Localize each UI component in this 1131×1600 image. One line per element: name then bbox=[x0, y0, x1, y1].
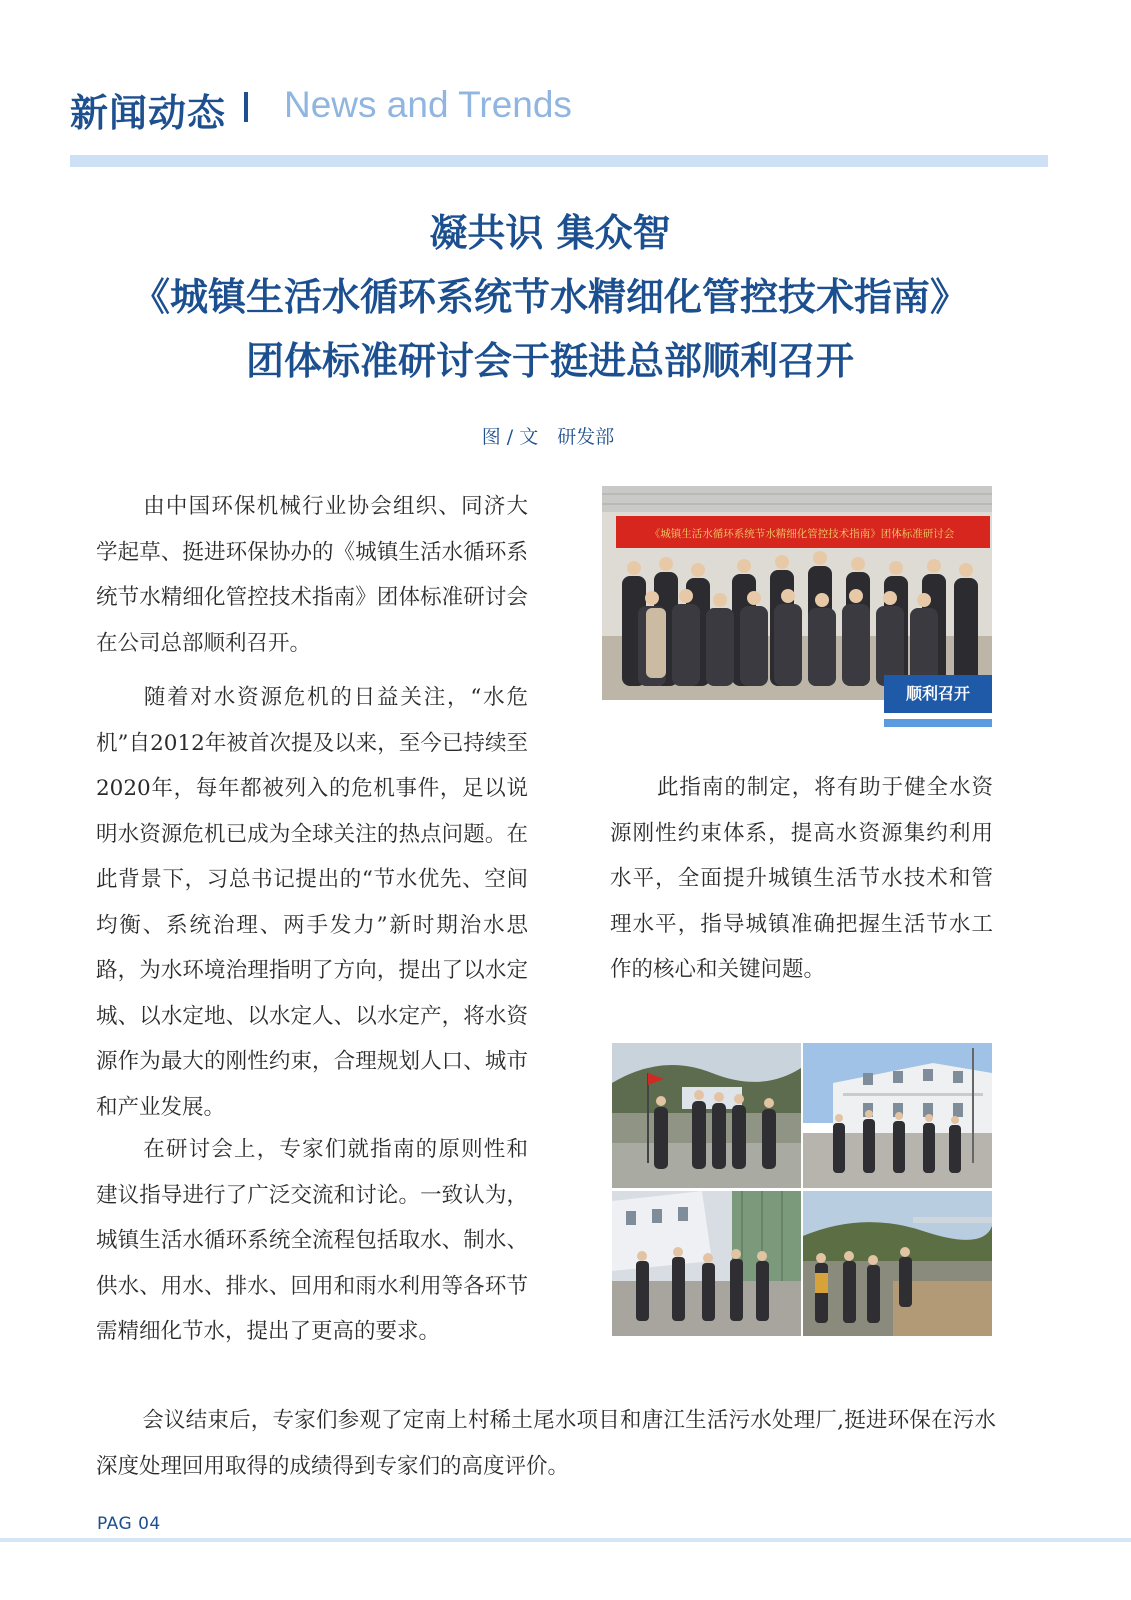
paragraph-2-text: 随着对水资源危机的日益关注，“水危机”自2012年被首次提及以来，至今已持续至2020年，每年都被列入的危机事件，足以说明水资源危机已成为全球关注的热点问题。在此背景下，习总书记提出的“节水优先、空间均衡、系统治理、两手发力”新时期治水思路，为水环境治理指明了方向，提出了以水定城、以水定地、以水定人、以水定产，将水资源作为最大的刚性约束，合理规划人口、城市和产业发展。 bbox=[96, 685, 528, 1120]
site-visit-photo-grid bbox=[612, 1043, 992, 1336]
section-title-en: News and Trends bbox=[284, 84, 572, 125]
section-title-cn: 新闻动态 bbox=[70, 91, 227, 135]
article-title-line-3: 团体标准研讨会于挺进总部顺利召开 bbox=[245, 339, 854, 383]
paragraph-1 bbox=[96, 484, 528, 666]
site-visit-photo-2 bbox=[803, 1043, 992, 1188]
paragraph-5-text: 会议结束后，专家们参观了定南上村稀土尾水项目和唐江生活污水处理厂,挺进环保在污水深度处理回用取得的成绩得到专家们的高度评价。 bbox=[96, 1408, 996, 1479]
header-rule bbox=[70, 155, 1048, 167]
photo-caption-underline bbox=[884, 719, 992, 727]
paragraph-4 bbox=[610, 765, 993, 993]
group-photo bbox=[602, 486, 992, 700]
site-visit-photo-1 bbox=[612, 1043, 801, 1188]
page-number: PAG 04 bbox=[97, 1514, 161, 1534]
article-title-line-1: 凝共识 集众智 bbox=[429, 211, 671, 255]
site-visit-photo-3 bbox=[612, 1191, 801, 1336]
paragraph-4-text: 此指南的制定，将有助于健全水资源刚性约束体系，提高水资源集约利用水平，全面提升城镇生活节水技术和管理水平，指导城镇准确把握生活节水工作的核心和关键问题。 bbox=[610, 775, 993, 982]
paragraph-2 bbox=[96, 675, 528, 1130]
banner-text: 《城镇生活水循环系统节水精细化管控技术指南》团体标准研讨会 bbox=[649, 528, 955, 540]
paragraph-3 bbox=[96, 1127, 528, 1355]
photo-caption: 顺利召开 bbox=[884, 675, 992, 713]
paragraph-3-text: 在研讨会上，专家们就指南的原则性和建议指导进行了广泛交流和讨论。一致认为，城镇生活水循环系统全流程包括取水、制水、供水、用水、排水、回用和雨水利用等各环节需精细化节水，提出了更高的要求。 bbox=[96, 1137, 528, 1344]
footer-rule bbox=[0, 1538, 1131, 1542]
paragraph-1-text: 由中国环保机械行业协会组织、同济大学起草、挺进环保协办的《城镇生活水循环系统节水精细化管控技术指南》团体标准研讨会在公司总部顺利召开。 bbox=[96, 494, 528, 656]
section-divider-bar bbox=[244, 92, 248, 122]
byline: 图 / 文 研发部 bbox=[481, 426, 615, 448]
article-title-line-2: 《城镇生活水循环系统节水精细化管控技术指南》 bbox=[131, 275, 968, 319]
site-visit-photo-4 bbox=[803, 1191, 992, 1336]
paragraph-5 bbox=[96, 1398, 996, 1489]
